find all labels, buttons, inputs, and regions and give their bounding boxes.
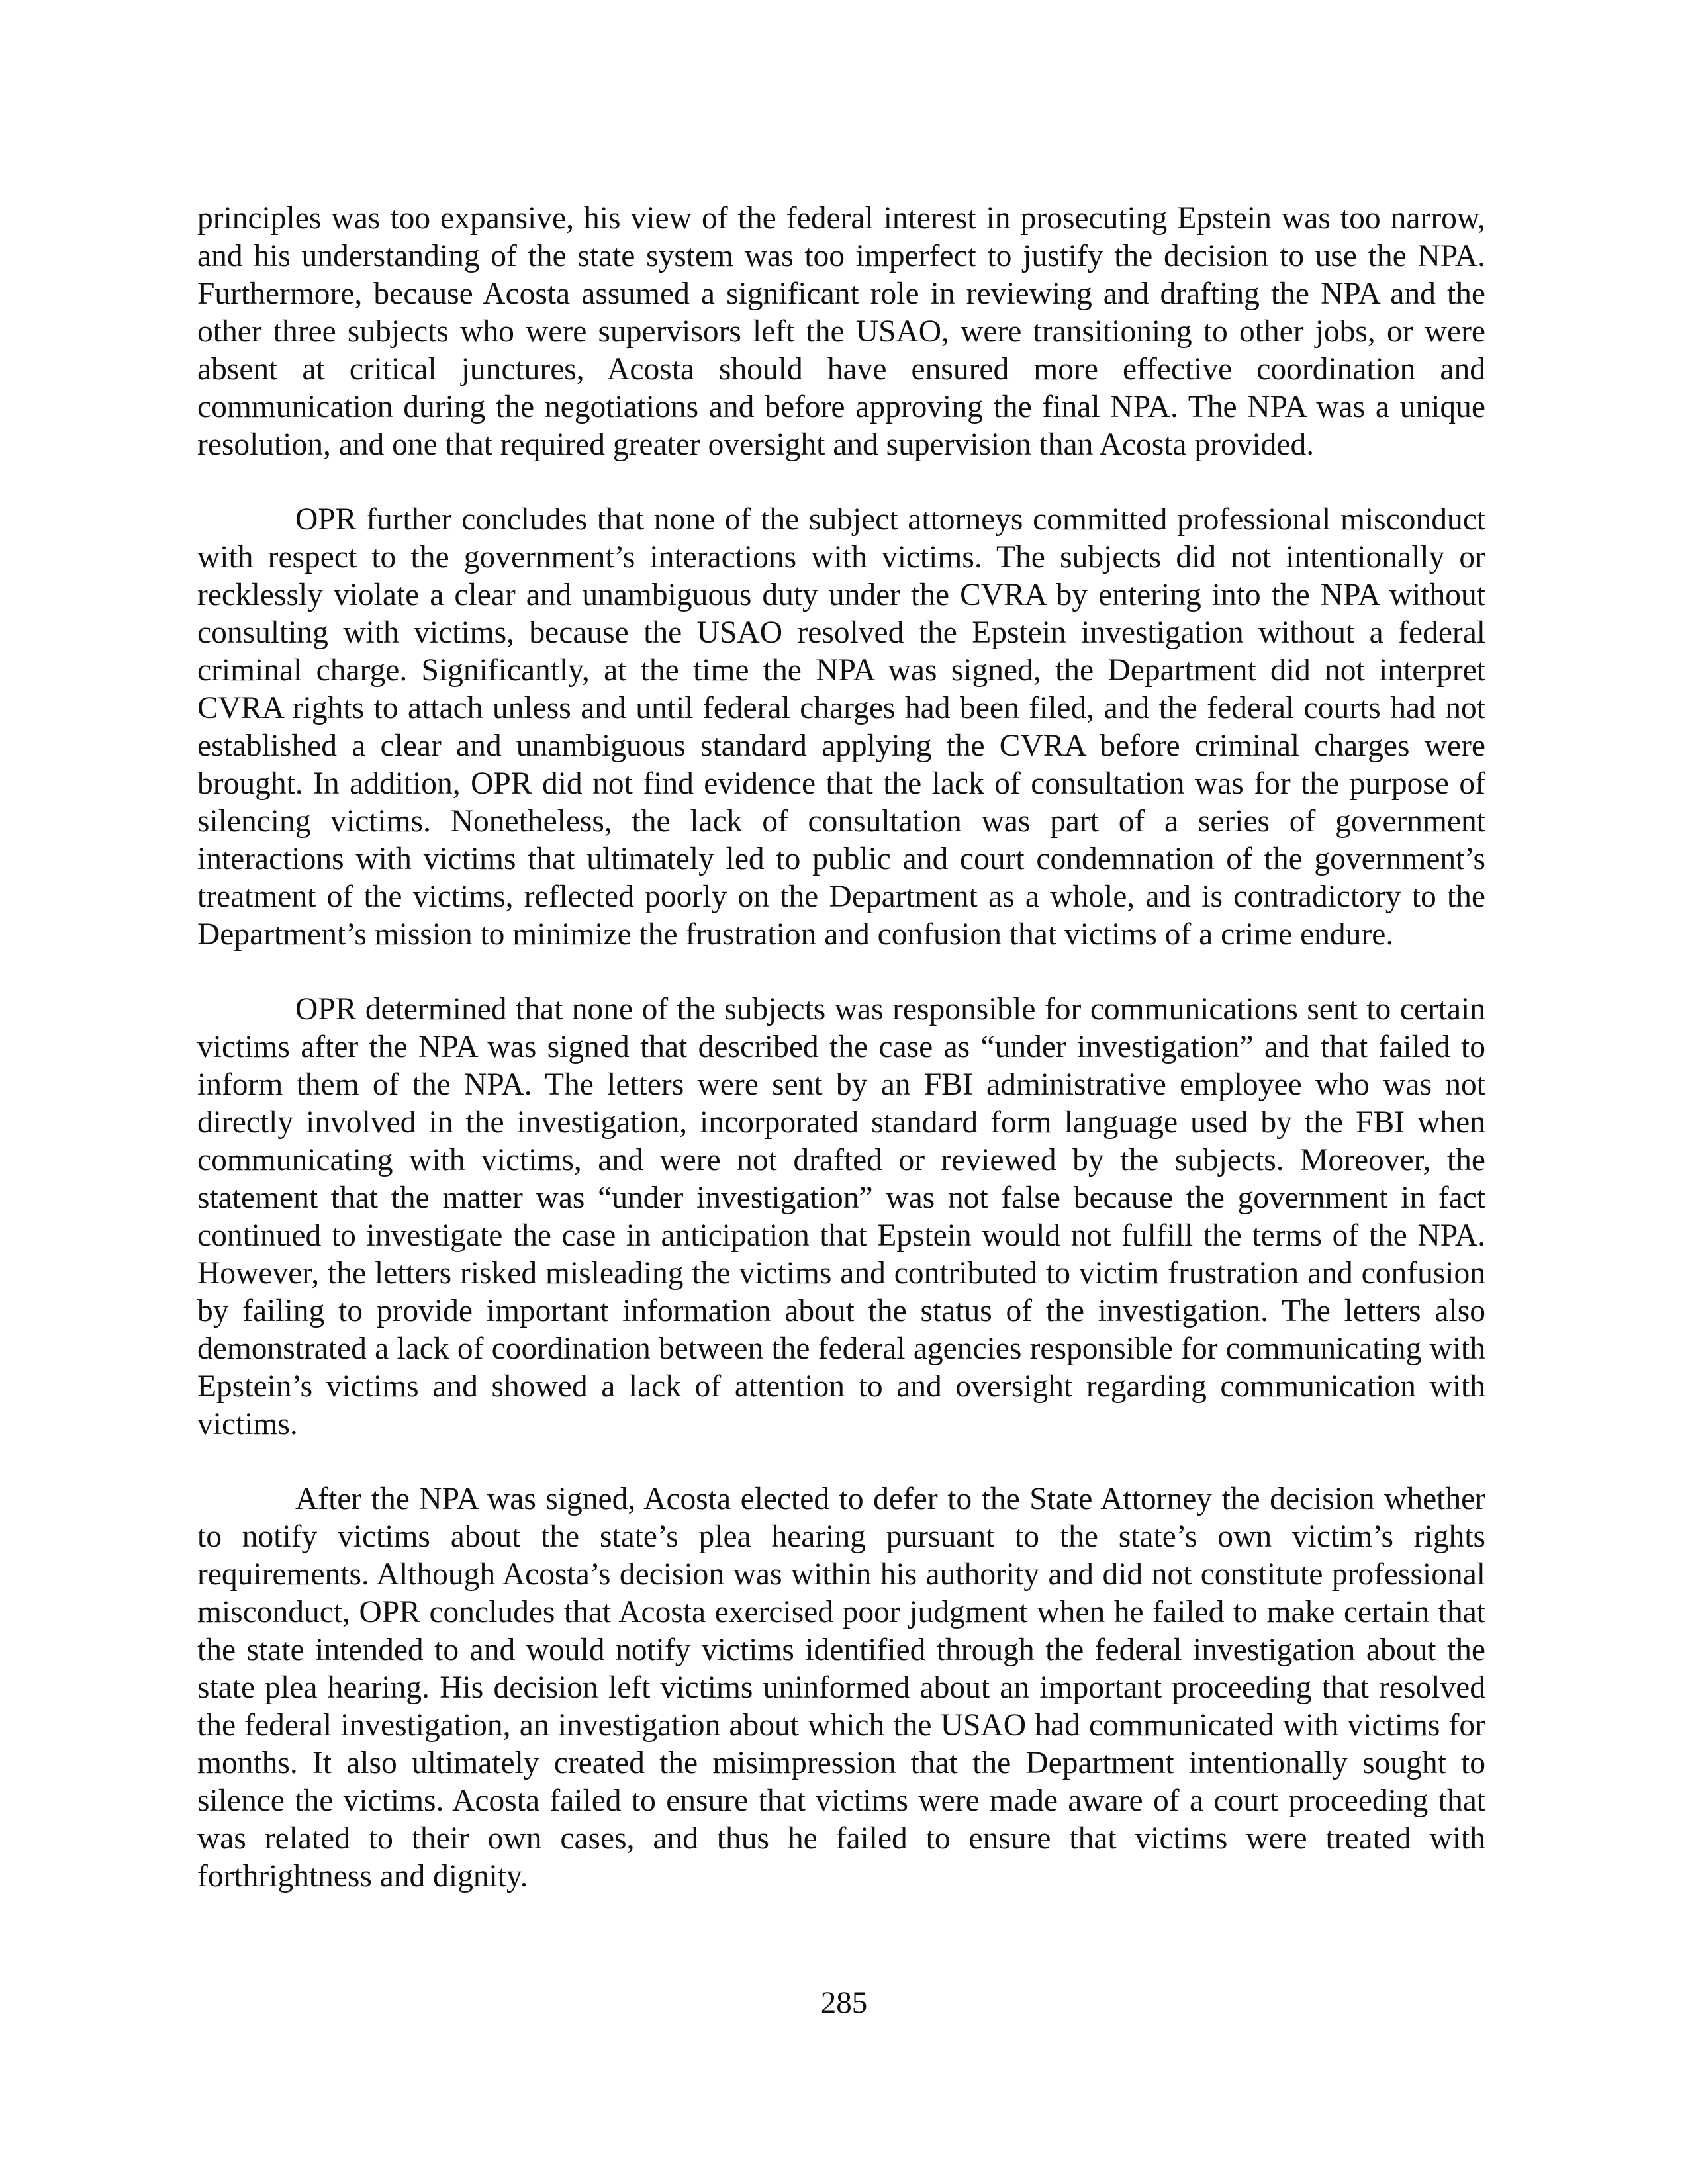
- paragraph-continuation: principles was too expansive, his view of the federal interest in prosecuting Epstein was too narrow, and his understanding of the state system was too imperfect to justify the decision to use the NPA. Furthermore, because Acosta assumed a significant role in reviewing and drafting the NPA and the other three subjects who were supervisors left the USAO, were transitioning to other jobs, or were absent at critical junctures, Acosta should have ensured more effective coordination and communication during the negotiations and before approving the final NPA. The NPA was a unique resolution, and one that required greater oversight and supervision than Acosta provided.: [197, 201, 1485, 462]
- document-body: [197, 200, 1485, 1933]
- paragraph-fbi-letters: OPR determined that none of the subjects was responsible for communications sent to certain victims after the NPA was signed that described the case as “under investigation” and that failed to inform them of the NPA. The letters were sent by an FBI administrative employee who was not directly involved in the investigation, incorporated standard form language used by the FBI when communicating with victims, and were not drafted or reviewed by the subjects. Moreover, the statement that the matter was “under investigation” was not false because the government in fact continued to investigate the case in anticipation that Epstein would not fulfill the terms of the NPA. However, the letters risked misleading the victims and contributed to victim frustration and confusion by failing to provide important information about the status of the investigation. The letters also demonstrated a lack of coordination between the federal agencies responsible for communicating with Epstein’s victims and showed a lack of attention to and oversight regarding communication with victims.: [197, 992, 1485, 1441]
- page-number: 285: [820, 1985, 868, 2020]
- paragraph-cvra-consultation: OPR further concludes that none of the subject attorneys committed professional misconduct with respect to the government’s interactions with victims. The subjects did not intentionally or recklessly violate a clear and unambiguous duty under the CVRA by entering into the NPA without consulting with victims, because the USAO resolved the Epstein investigation without a federal criminal charge. Significantly, at the time the NPA was signed, the Department did not interpret CVRA rights to attach unless and until federal charges had been filed, and the federal courts had not established a clear and unambiguous standard applying the CVRA before criminal charges were brought. In addition, OPR did not find evidence that the lack of consultation was for the purpose of silencing victims. Nonetheless, the lack of consultation was part of a series of government interactions with victims that ultimately led to public and court condemnation of the government’s treatment of the victims, reflected poorly on the Department as a whole, and is contradictory to the Department’s mission to minimize the frustration and confusion that victims of a crime endure.: [197, 502, 1485, 952]
- paragraph-state-plea-hearing: After the NPA was signed, Acosta elected to defer to the State Attorney the decision whether to notify victims about the state’s plea hearing pursuant to the state’s own victim’s rights requirements. Although Acosta’s decision was within his authority and did not constitute professional misconduct, OPR concludes that Acosta exercised poor judgment when he failed to make certain that the state intended to and would notify victims identified through the federal investigation about the state plea hearing. His decision left victims uninformed about an important proceeding that resolved the federal investigation, an investigation about which the USAO had communicated with victims for months. It also ultimately created the misimpression that the Department intentionally sought to silence the victims. Acosta failed to ensure that victims were made aware of a court proceeding that was related to their own cases, and thus he failed to ensure that victims were treated with forthrightness and dignity.: [197, 1482, 1485, 1893]
